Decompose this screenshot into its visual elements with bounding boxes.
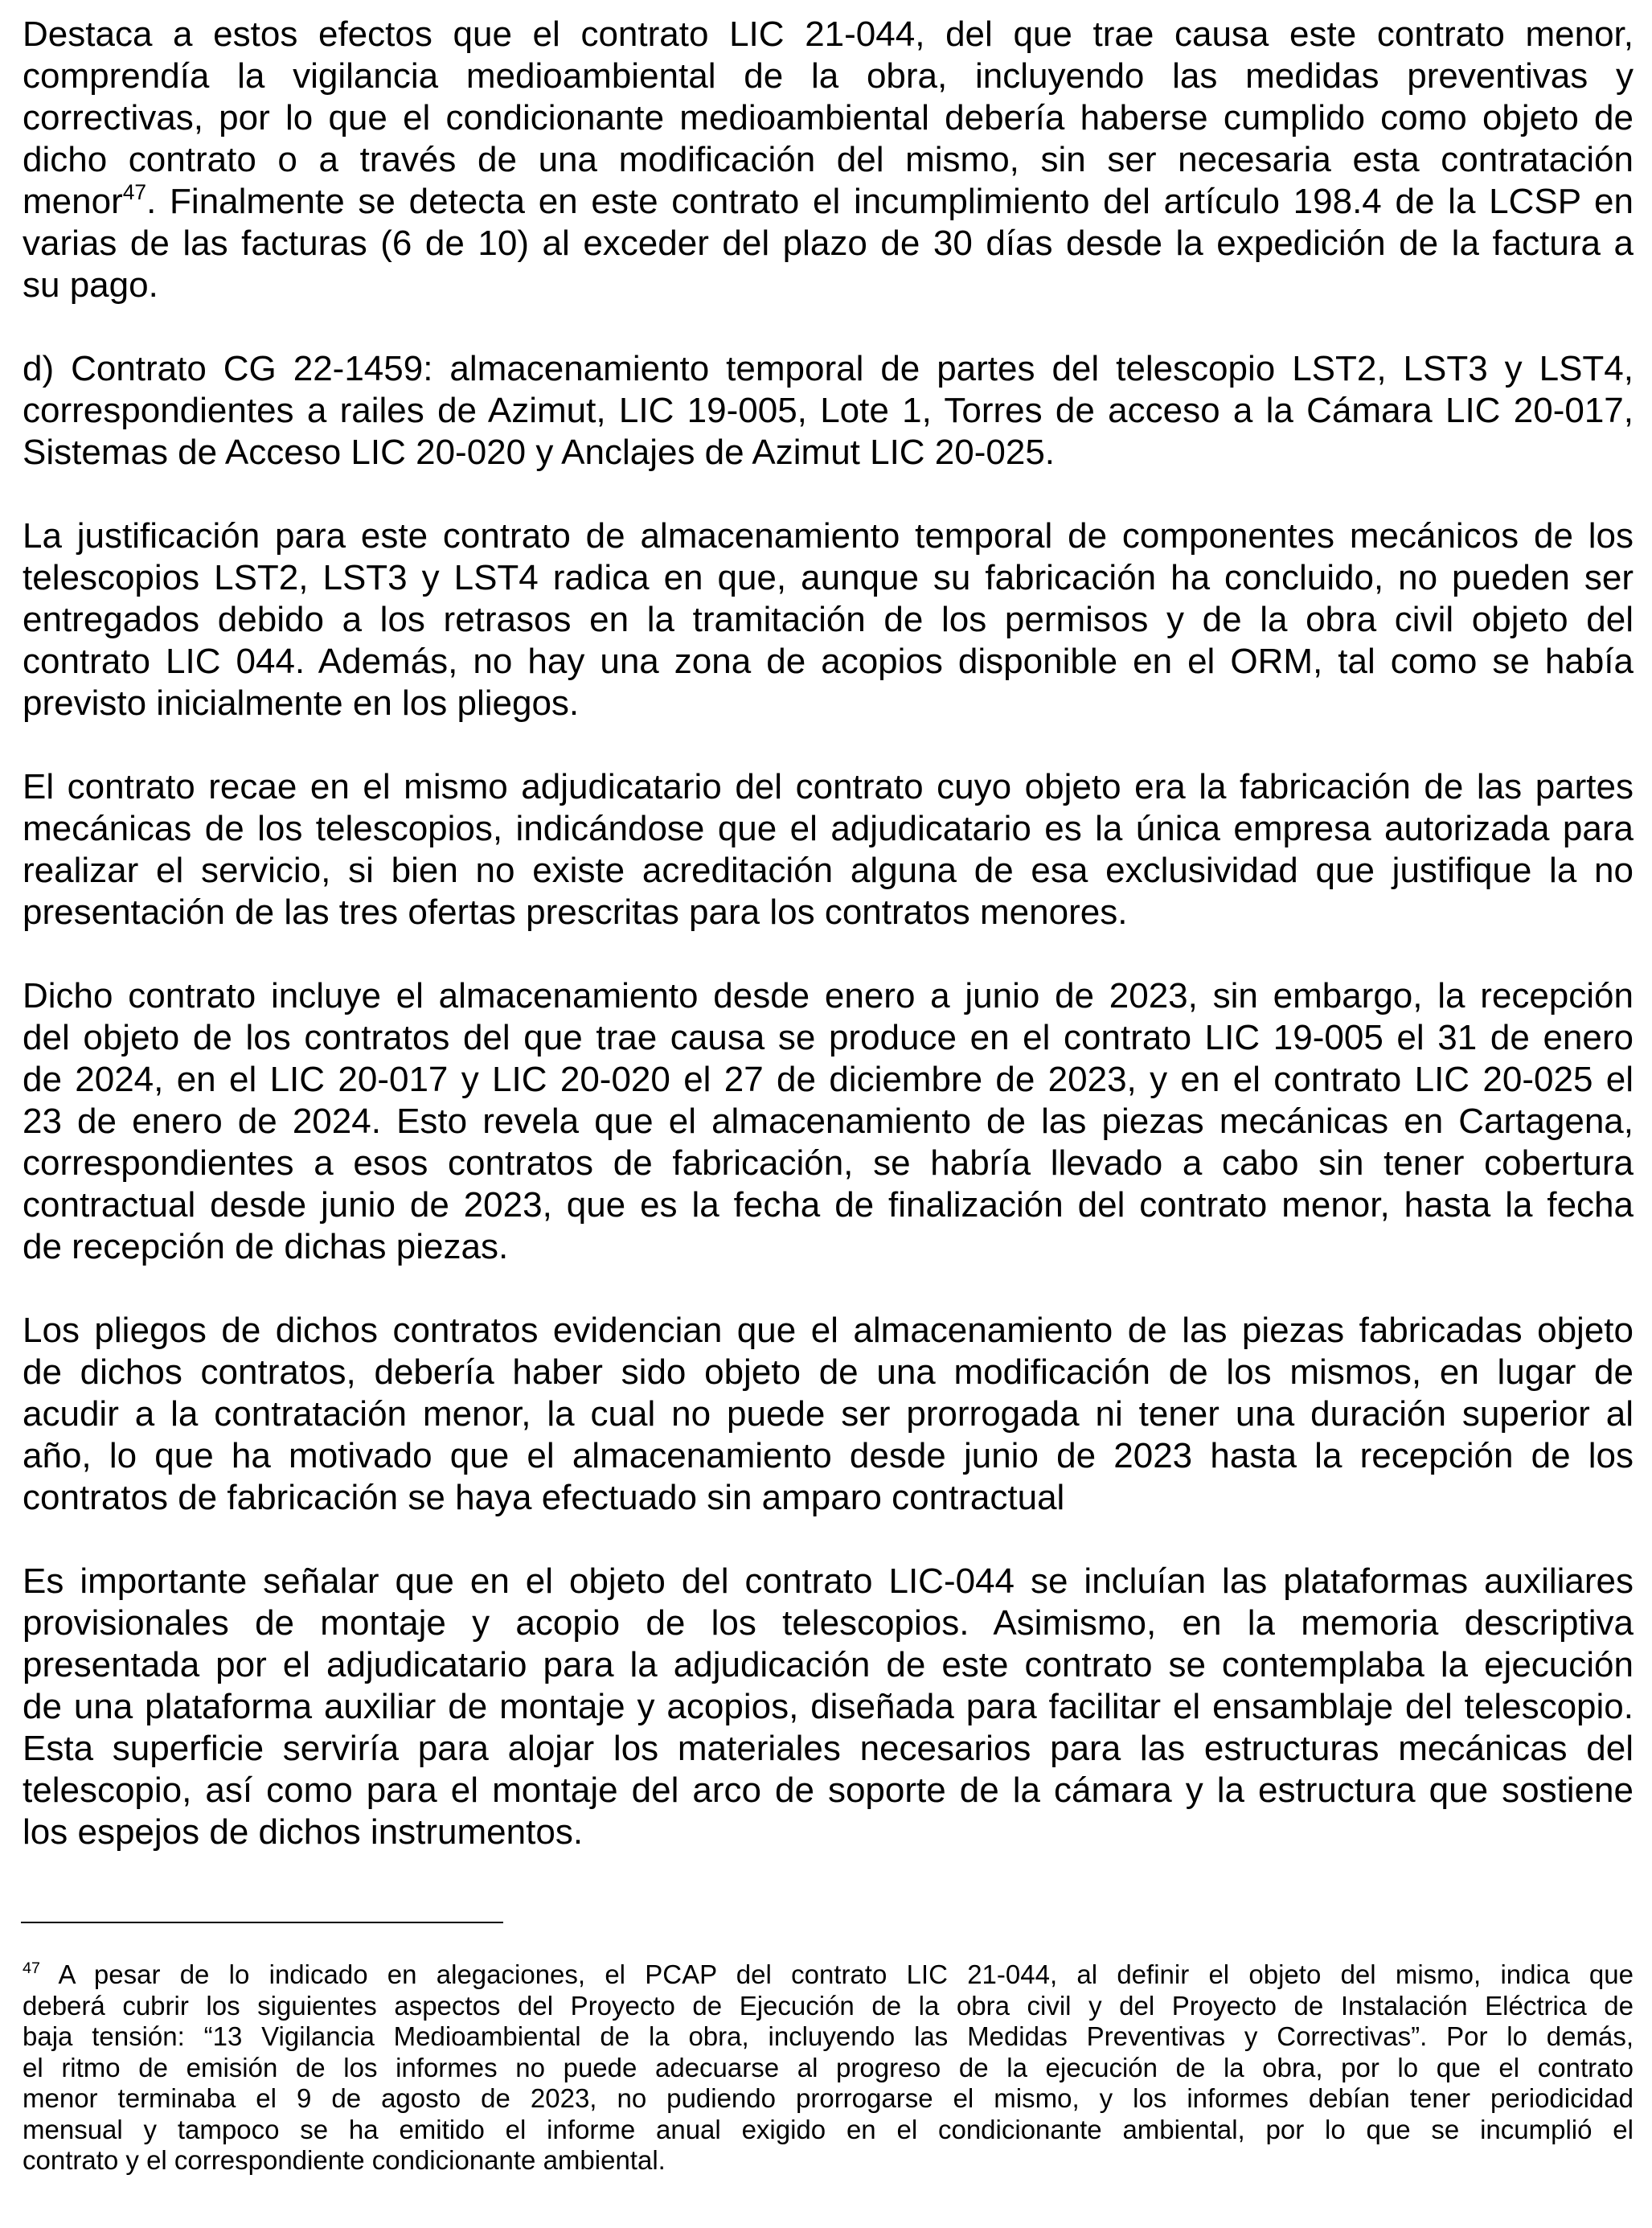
text-line: contrato LIC 044. Además, no hay una zona de acopios disponible en el ORM, tal como se había xyxy=(23,642,1634,681)
text-line: su pago. xyxy=(23,265,158,305)
text-line: presentada por el adjudicatario para la adjudicación de este contrato se contemplaba la ejecución xyxy=(23,1645,1634,1684)
paragraph xyxy=(23,348,1634,474)
text-line: presentación de las tres ofertas prescritas para los contratos menores. xyxy=(23,892,1128,932)
footnote-separator xyxy=(21,1922,503,1923)
text-line: Destaca a estos efectos que el contrato LIC 21-044, del que trae causa este contrato menor, xyxy=(23,14,1634,54)
text-line: provisionales de montaje y acopio de los telescopios. Asimismo, en la memoria descriptiva xyxy=(23,1603,1634,1643)
paragraph xyxy=(23,766,1634,933)
text-line: de recepción de dichas piezas. xyxy=(23,1227,509,1266)
text-line: correspondientes a railes de Azimut, LIC 19-005, Lote 1, Torres de acceso a la Cámara LIC 20-017, xyxy=(23,391,1634,430)
text-line: contractual desde junio de 2023, que es la fecha de finalización del contrato menor, hasta la fecha xyxy=(23,1185,1634,1225)
text-line: 23 de enero de 2024. Esto revela que el almacenamiento de las piezas mecánicas en Cartagena, xyxy=(23,1102,1634,1141)
text-line: año, lo que ha motivado que el almacenamiento desde junio de 2023 hasta la recepción de los xyxy=(23,1436,1634,1475)
text-line: El contrato recae en el mismo adjudicatario del contrato cuyo objeto era la fabricación de las partes xyxy=(23,767,1634,806)
text-line: Es importante señalar que en el objeto del contrato LIC-044 se incluían las plataformas auxiliares xyxy=(23,1561,1634,1601)
text-line: correctivas, por lo que el condicionante medioambiental debería haberse cumplido como objeto de xyxy=(23,98,1634,137)
text-line: realizar el servicio, si bien no existe acreditación alguna de esa exclusividad que justifique la no xyxy=(23,851,1634,890)
text-line: de una plataforma auxiliar de montaje y acopios, diseñada para facilitar el ensamblaje del telescopio. xyxy=(23,1687,1634,1726)
text-line xyxy=(23,181,1634,223)
paragraph xyxy=(23,14,1634,306)
text-line: mecánicas de los telescopios, indicándose que el adjudicatario es la única empresa autorizada para xyxy=(23,809,1634,848)
text-line: Esta superficie serviría para alojar los materiales necesarios para las estructuras mecánicas del xyxy=(23,1729,1634,1768)
text-line: previsto inicialmente en los pliegos. xyxy=(23,683,580,723)
footnote-reference: 47 xyxy=(122,181,147,204)
text-line: deberá cubrir los siguientes aspectos del Proyecto de Ejecución de la obra civil y del Proyecto de Instalación Eléctrica de xyxy=(23,1990,1634,2021)
text-line: comprendía la vigilancia medioambiental de la obra, incluyendo las medidas preventivas y xyxy=(23,56,1634,96)
text-line: Dicho contrato incluye el almacenamiento desde enero a junio de 2023, sin embargo, la recepción xyxy=(23,976,1634,1016)
document-body xyxy=(23,14,1634,1895)
text-line: de dichos contratos, debería haber sido objeto de una modificación de los mismos, en lugar de xyxy=(23,1352,1634,1392)
text-line: entregados debido a los retrasos en la tramitación de los permisos y de la obra civil objeto del xyxy=(23,600,1634,639)
text-line: baja tensión: “13 Vigilancia Medioambiental de la obra, incluyendo las Medidas Preventivas y Correctivas”. Por lo demás, xyxy=(23,2021,1634,2051)
paragraph xyxy=(23,1561,1634,1853)
text-segment: A pesar de lo indicado en alegaciones, el PCAP del contrato LIC 21-044, al definir el objeto del mismo, indica que xyxy=(40,1959,1634,1989)
footnote-47 xyxy=(23,1959,1634,2177)
text-segment: menor xyxy=(23,182,123,221)
text-line: acudir a la contratación menor, la cual no puede ser prorrogada ni tener una duración superior al xyxy=(23,1394,1634,1434)
footnote-reference: 47 xyxy=(23,1959,41,1978)
paragraph xyxy=(23,515,1634,724)
text-line xyxy=(23,1959,1634,1991)
text-line: telescopios LST2, LST3 y LST4 radica en que, aunque su fabricación ha concluido, no pueden ser xyxy=(23,558,1634,597)
text-line: de 2024, en el LIC 20-017 y LIC 20-020 el 27 de diciembre de 2023, y en el contrato LIC 20-025 el xyxy=(23,1060,1634,1099)
text-line: Sistemas de Acceso LIC 20-020 y Anclajes de Azimut LIC 20-025. xyxy=(23,433,1056,472)
text-line: contrato y el correspondiente condicionante ambiental. xyxy=(23,2145,666,2175)
text-line: del objeto de los contratos del que trae causa se produce en el contrato LIC 19-005 el 31 de enero xyxy=(23,1018,1634,1057)
text-line: dicho contrato o a través de una modificación del mismo, sin ser necesaria esta contratación xyxy=(23,140,1634,179)
text-line: el ritmo de emisión de los informes no puede adecuarse al progreso de la ejecución de la obra, por lo que el contrato xyxy=(23,2052,1634,2082)
text-line: varias de las facturas (6 de 10) al exceder del plazo de 30 días desde la expedición de la factura a xyxy=(23,224,1634,263)
text-line: los espejos de dichos instrumentos. xyxy=(23,1812,584,1852)
text-line: telescopio, así como para el montaje del arco de soporte de la cámara y la estructura que sostiene xyxy=(23,1771,1634,1810)
text-line: menor terminaba el 9 de agosto de 2023, no pudiendo prorrogarse el mismo, y los informes debían tener periodicidad xyxy=(23,2083,1634,2113)
paragraph xyxy=(23,975,1634,1268)
text-line: d) Contrato CG 22-1459: almacenamiento temporal de partes del telescopio LST2, LST3 y LST4, xyxy=(23,349,1634,388)
text-line: La justificación para este contrato de almacenamiento temporal de componentes mecánicos de los xyxy=(23,516,1634,556)
text-line: correspondientes a esos contratos de fabricación, se habría llevado a cabo sin tener cobertura xyxy=(23,1143,1634,1183)
text-line: contratos de fabricación se haya efectuado sin amparo contractual xyxy=(23,1478,1065,1517)
text-line: mensual y tampoco se ha emitido el informe anual exigido en el condicionante ambiental, por lo que se incumplió el xyxy=(23,2114,1634,2144)
paragraph xyxy=(23,1310,1634,1519)
text-segment: . Finalmente se detecta en este contrato el incumplimiento del artículo 198.4 de la LCSP en xyxy=(146,182,1634,221)
text-line: Los pliegos de dichos contratos evidencian que el almacenamiento de las piezas fabricadas objeto xyxy=(23,1311,1634,1350)
